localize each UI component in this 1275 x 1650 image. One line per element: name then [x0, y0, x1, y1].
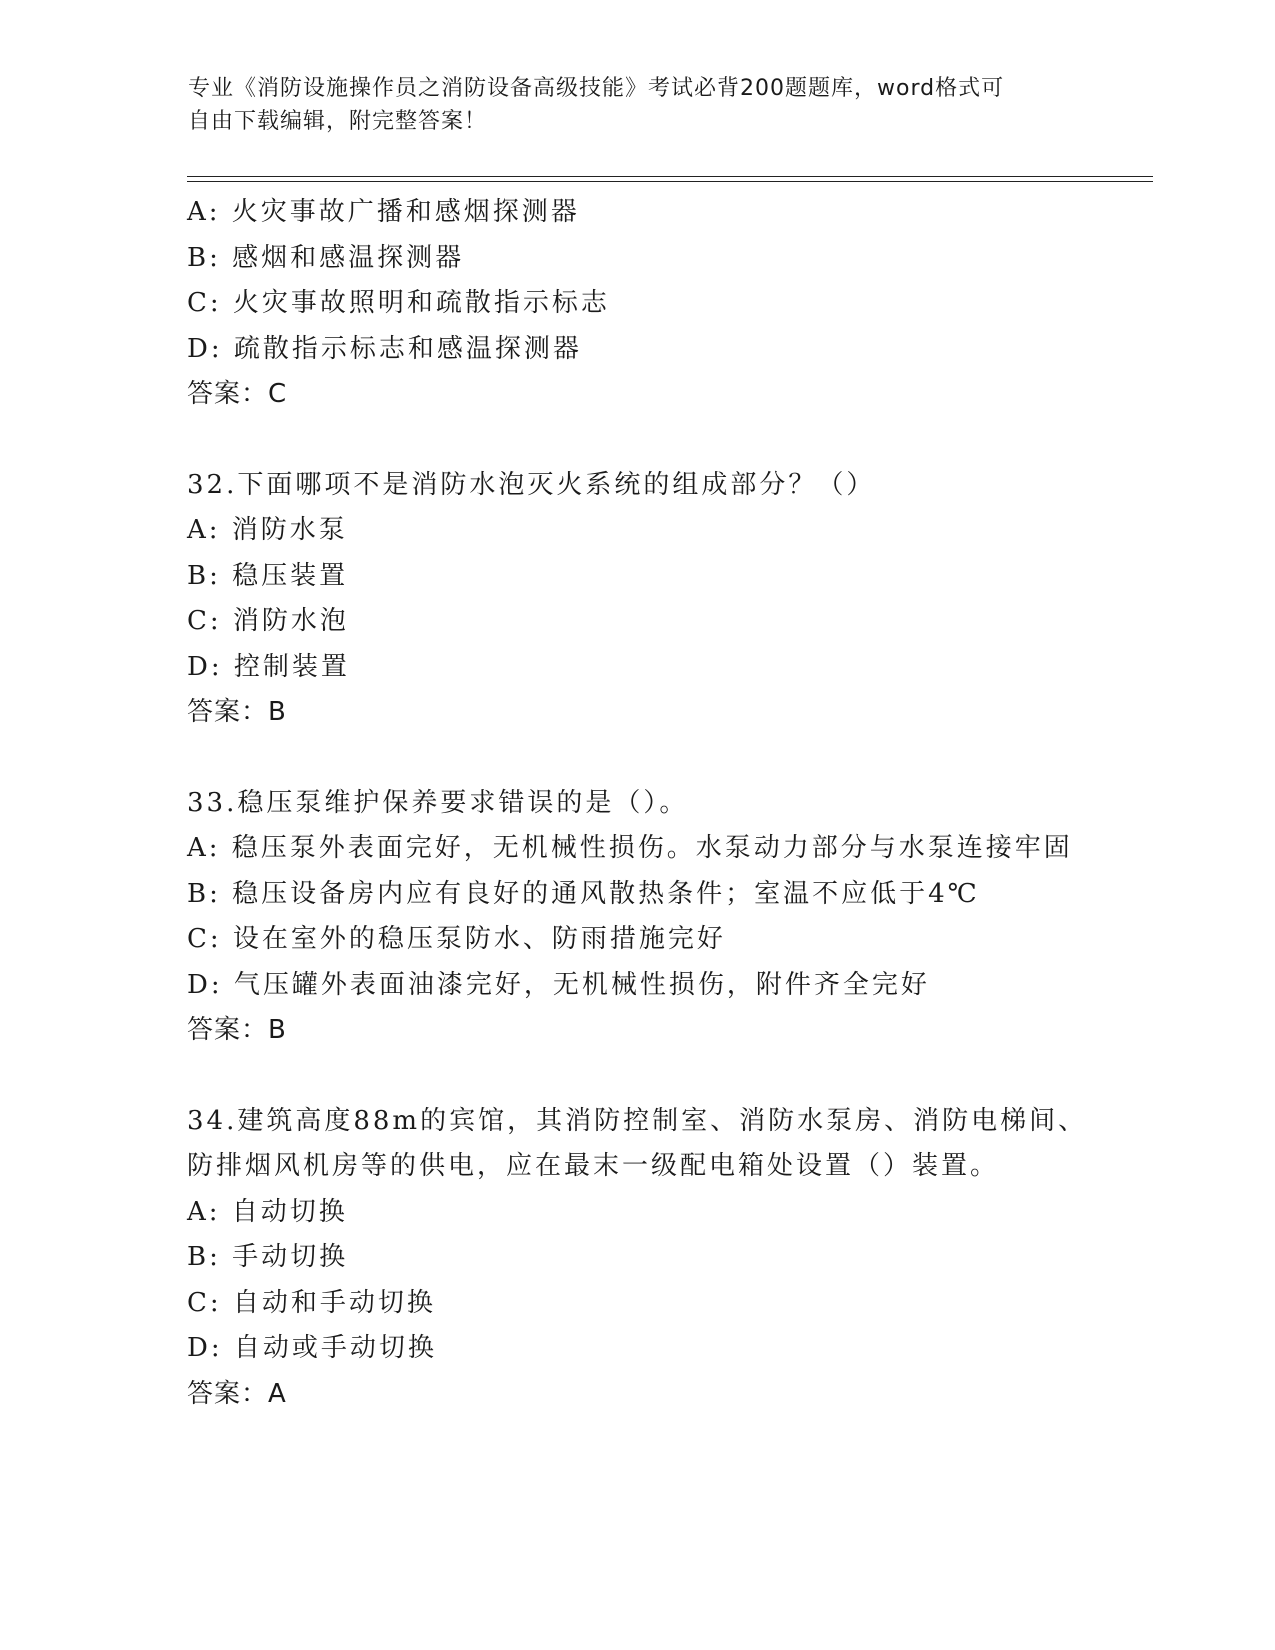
- option-d: D: 气压罐外表面油漆完好，无机械性损伤，附件齐全完好: [187, 969, 930, 1000]
- option-d: D: 控制装置: [187, 651, 350, 682]
- option-d: D: 自动或手动切换: [187, 1333, 437, 1363]
- option-b: B: 稳压装置: [187, 560, 349, 591]
- question-32: [187, 463, 1153, 736]
- question-text: 32.下面哪项不是消防水泡灭火系统的组成部分？（）: [187, 469, 876, 500]
- option-b: B: 手动切换: [187, 1242, 349, 1272]
- option-c: C: 消防水泡: [187, 606, 349, 636]
- option-d: D: 疏散指示标志和感温探测器: [187, 333, 582, 364]
- question-31-tail: [187, 190, 1153, 418]
- answer: 答案：A: [187, 1378, 287, 1409]
- header-rule-top: [187, 176, 1153, 177]
- option-c: C: 自动和手动切换: [187, 1287, 436, 1318]
- option-b: B: 稳压设备房内应有良好的通风散热条件；室温不应低于4℃: [187, 878, 980, 909]
- question-list: [187, 190, 1153, 1417]
- question-text-line-2: 防排烟风机房等的供电，应在最末一级配电箱处设置（）装置。: [187, 1151, 1000, 1181]
- option-a: A: 火灾事故广播和感烟探测器: [187, 197, 580, 227]
- header-line-2: 自由下载编辑，附完整答案！: [188, 109, 488, 134]
- document-header: [188, 72, 1068, 138]
- answer: 答案：C: [187, 379, 288, 409]
- option-b: B: 感烟和感温探测器: [187, 242, 465, 273]
- option-a: A: 稳压泵外表面完好，无机械性损伤。水泵动力部分与水泵连接牢固: [187, 833, 1073, 863]
- question-text: 33.稳压泵维护保养要求错误的是（）。: [187, 787, 689, 818]
- question-34: [187, 1099, 1153, 1418]
- option-c: C: 设在室外的稳压泵防水、防雨措施完好: [187, 924, 726, 954]
- question-33: [187, 781, 1153, 1054]
- option-c: C: 火灾事故照明和疏散指示标志: [187, 288, 610, 318]
- header-line-1: 专业《消防设施操作员之消防设备高级技能》考试必背200题题库，word格式可: [188, 76, 1005, 101]
- question-text-line-1: 34.建筑高度88m的宾馆，其消防控制室、消防水泵房、消防电梯间、: [187, 1105, 1088, 1136]
- answer: 答案：B: [187, 1015, 287, 1045]
- answer: 答案：B: [187, 697, 287, 727]
- header-rule-bottom: [187, 181, 1153, 182]
- option-a: A: 自动切换: [187, 1196, 348, 1227]
- option-a: A: 消防水泵: [187, 515, 348, 545]
